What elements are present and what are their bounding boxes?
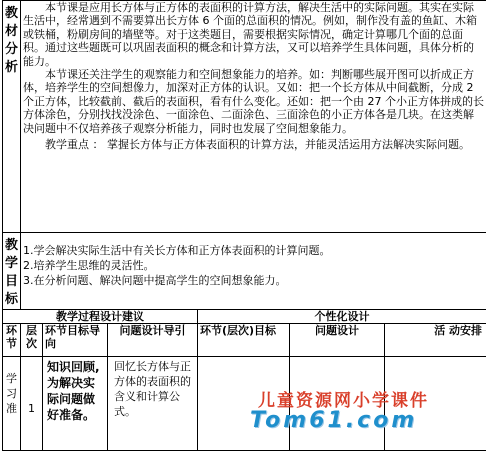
personal-design-header: 个性化设计 [198, 310, 486, 324]
row-guide: 知识回顾,为解决实际问题做好准备。 [43, 357, 108, 451]
textbook-analysis-cell [21, 1, 486, 233]
col-header-guide: 环节目标导向 [43, 324, 108, 357]
row-link-label: 学 习 准 [3, 357, 21, 451]
row-question: 回忆长方体与正方体的表面积的含义和计算公式。 [108, 357, 198, 451]
section-label-teaching-goals: 教 学 目 标 [3, 233, 21, 310]
row-level: 1 [21, 357, 43, 451]
section-label-textbook-analysis: 教 材 分 析 [3, 1, 21, 233]
col-header-link: 环节 [3, 324, 21, 357]
analysis-paragraph: 本节课还关注学生的观察能力和空间想象能力的培养。如：判断哪些展开图可以折成正方体，培养学生的空间想像力，加深对正方体的认识。又如：把一个长方体从中间截断，分成 2 个正方体，比较截前、截后的表面积，看有什么变化。还如：把一个由 27 个小正方体拼成的长方体涂色，分别找找没涂色、一面涂色、二面涂色、三面涂色的小正方体各是几块。在这类解决问题中不仅培养孩子观察分析能力，同时也发展了空间想象能力。 [21, 68, 486, 135]
teaching-goals-cell [21, 233, 486, 310]
goal-item: 1.学会解决实际生活中有关长方体和正方体表面积的计算问题。 [21, 243, 486, 258]
watermark-title: 儿童资源网小学课件 [258, 386, 429, 411]
col-header-activity: 活 动安排 [385, 324, 486, 357]
goal-item: 3.在分析问题、解决问题中提高学生的空间想象能力。 [21, 273, 486, 288]
col-header-personal-question: 问题设计 [290, 324, 385, 357]
site-watermark [250, 386, 482, 434]
col-header-personal-link: 环节(层次)目标 [198, 324, 290, 357]
analysis-paragraph: 本节课是应用长方体与正方体的表面积的计算方法，解决生活中的实际问题。其实在实际生活中，经常遇到不需要算出长方体 6 个面的总面积的情况。例如，制作没有盖的鱼缸、木箱或铁桶，粉刷房间的墙壁等。对于这类题目，需要根据实际情况，确定计算哪几个面的总面积。通过这些题既可以巩固表面积的概念和计算方法，又可以培养学生具体问题，具体分析的能力。 [21, 1, 486, 68]
key-point-paragraph: 教学重点 ： 掌握长方体与正方体表面积的计算方法，并能灵活运用方法解决实际问题。 [21, 138, 486, 151]
process-design-header: 教学过程设计建议 [3, 310, 198, 324]
col-header-question: 问题设计导引 [108, 324, 198, 357]
col-header-level: 层次 [21, 324, 43, 357]
goal-item: 2.培养学生思维的灵活性。 [21, 258, 486, 273]
watermark-url: Tom61.com [250, 408, 482, 434]
lesson-plan-table [2, 0, 486, 451]
